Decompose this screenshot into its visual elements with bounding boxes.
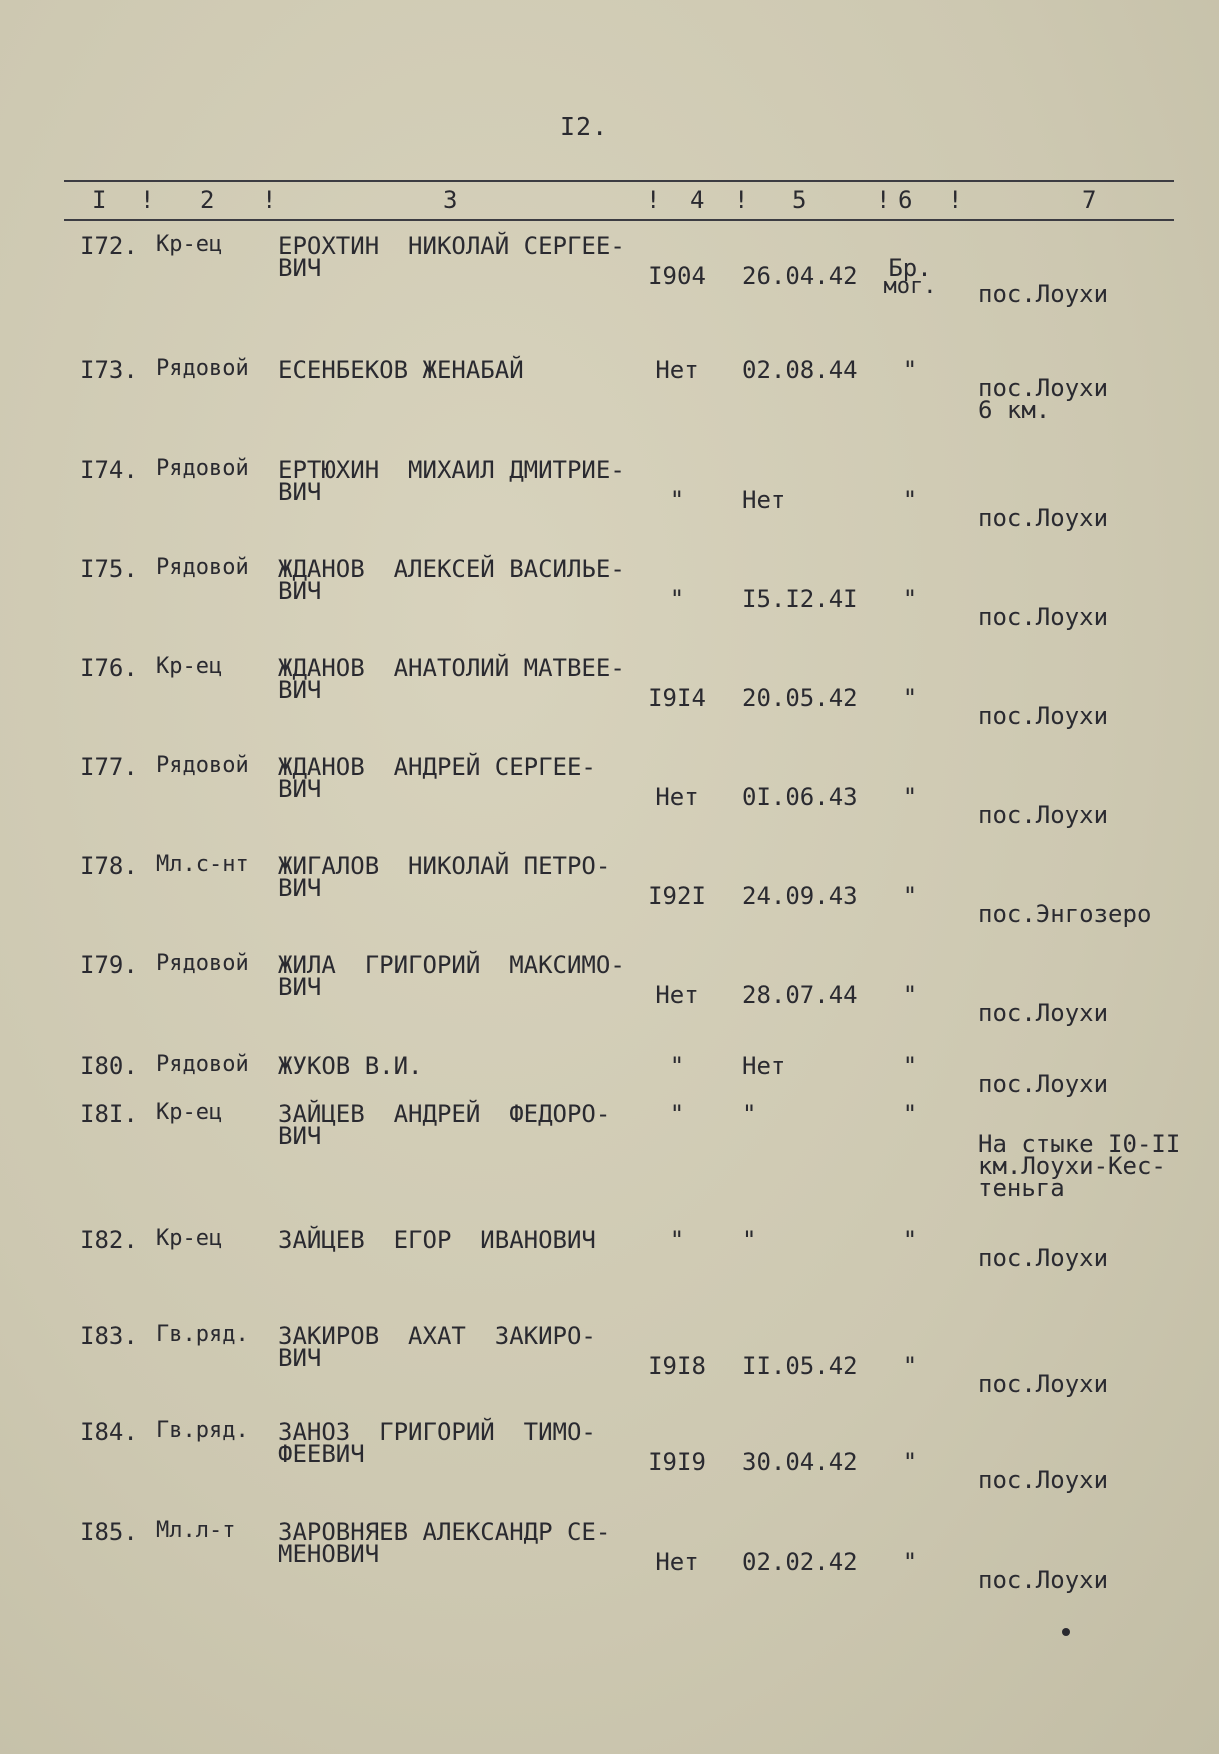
record-name-line1: ЕРТЮХИН МИХАИЛ ДМИТРИЕ- xyxy=(278,456,625,484)
record-name-line1: ЗАЙЦЕВ ЕГОР ИВАНОВИЧ xyxy=(278,1226,596,1254)
record-burial-place-line1: пос.Лоухи xyxy=(978,1244,1109,1272)
record-name-line2: ВИЧ xyxy=(278,1122,322,1150)
record-death-date: 02.02.42 xyxy=(742,1548,858,1576)
table-row xyxy=(0,1418,1219,1528)
record-birth-year: " xyxy=(669,1226,685,1254)
record-burial-type: " xyxy=(902,356,918,384)
record-burial-type: " xyxy=(902,1352,918,1380)
header-top-rule xyxy=(64,180,1174,182)
record-burial-place-line1: пос.Лоухи xyxy=(978,1370,1109,1398)
record-death-date: Нет xyxy=(742,1052,786,1080)
record-birth-year: I92I xyxy=(648,882,706,910)
record-rank: Рядовой xyxy=(156,951,249,976)
record-rank: Мл.л-т xyxy=(156,1518,236,1543)
header-col-2: 2 xyxy=(200,186,215,214)
record-burial-place-line1: пос.Лоухи xyxy=(978,504,1109,532)
record-death-date: 24.09.43 xyxy=(742,882,858,910)
record-rank: Гв.ряд. xyxy=(156,1322,249,1347)
record-number: I78. xyxy=(80,852,138,880)
record-death-date: Нет xyxy=(742,486,786,514)
record-death-date: 30.04.42 xyxy=(742,1448,858,1476)
record-name-line1: ЕСЕНБЕКОВ ЖЕНАБАЙ xyxy=(278,356,524,384)
table-row xyxy=(0,1226,1219,1336)
header-bottom-rule xyxy=(64,219,1174,221)
record-name-line2: ВИЧ xyxy=(278,775,322,803)
record-name-line2: ВИЧ xyxy=(278,676,322,704)
table-row xyxy=(0,232,1219,342)
record-burial-place-line1: пос.Лоухи xyxy=(978,603,1109,631)
record-burial-place-line3: теньга xyxy=(978,1174,1065,1202)
header-col-6: 6 xyxy=(898,186,913,214)
record-burial-place-line1: пос.Лоухи xyxy=(978,1070,1109,1098)
ink-spot xyxy=(1062,1628,1070,1636)
record-rank: Кр-ец xyxy=(156,232,223,257)
record-burial-type: " xyxy=(902,1052,918,1080)
record-birth-year: Нет xyxy=(655,981,699,1009)
record-number: I84. xyxy=(80,1418,138,1446)
record-birth-year: I9I8 xyxy=(648,1352,706,1380)
record-rank: Кр-ец xyxy=(156,1226,223,1251)
record-burial-type: " xyxy=(902,1448,918,1476)
record-rank: Кр-ец xyxy=(156,1100,223,1125)
record-number: I83. xyxy=(80,1322,138,1350)
record-burial-place-line1: пос.Энгозеро xyxy=(978,900,1152,928)
record-burial-type: " xyxy=(902,1226,918,1254)
record-birth-year: I904 xyxy=(648,262,706,290)
table-row xyxy=(0,951,1219,1061)
record-number: I80. xyxy=(80,1052,138,1080)
record-death-date: 26.04.42 xyxy=(742,262,858,290)
record-name-line1: ЖДАНОВ АНАТОЛИЙ МАТВЕЕ- xyxy=(278,654,625,682)
header-col-4: 4 xyxy=(690,186,705,214)
record-name-line1: ЖИГАЛОВ НИКОЛАЙ ПЕТРО- xyxy=(278,852,611,880)
record-birth-year: " xyxy=(669,1100,685,1128)
record-birth-year: I9I9 xyxy=(648,1448,706,1476)
header-separator: ! xyxy=(948,186,963,214)
record-burial-type: Бр. xyxy=(888,254,932,282)
header-col-3: 3 xyxy=(443,186,458,214)
table-row xyxy=(0,1322,1219,1432)
record-death-date: II.05.42 xyxy=(742,1352,858,1380)
record-number: I72. xyxy=(80,232,138,260)
table-row xyxy=(0,852,1219,962)
record-burial-type: " xyxy=(902,981,918,1009)
record-burial-place-line1: пос.Лоухи xyxy=(978,374,1109,402)
record-death-date: 28.07.44 xyxy=(742,981,858,1009)
record-number: I73. xyxy=(80,356,138,384)
record-burial-type: " xyxy=(902,783,918,811)
record-name-line1: ЖУКОВ В.И. xyxy=(278,1052,423,1080)
record-rank: Рядовой xyxy=(156,456,249,481)
record-name-line1: ЗАКИРОВ АХАТ ЗАКИРО- xyxy=(278,1322,596,1350)
record-burial-place-line2: 6 км. xyxy=(978,396,1051,424)
header-separator: ! xyxy=(140,186,155,214)
record-name-line1: ЖДАНОВ АЛЕКСЕЙ ВАСИЛЬЕ- xyxy=(278,555,625,583)
record-rank: Рядовой xyxy=(156,753,249,778)
record-name-line2: ВИЧ xyxy=(278,1344,322,1372)
record-name-line2: МЕНОВИЧ xyxy=(278,1540,380,1568)
record-name-line1: ЗАНОЗ ГРИГОРИЙ ТИМО- xyxy=(278,1418,596,1446)
record-number: I85. xyxy=(80,1518,138,1546)
record-burial-place-line1: пос.Лоухи xyxy=(978,1566,1109,1594)
record-birth-year: Нет xyxy=(655,1548,699,1576)
record-name-line2: ВИЧ xyxy=(278,874,322,902)
record-number: I8I. xyxy=(80,1100,138,1128)
record-burial-place-line2: км.Лоухи-Кес- xyxy=(978,1152,1166,1180)
page-number: I2. xyxy=(560,112,609,141)
record-number: I82. xyxy=(80,1226,138,1254)
record-death-date: 0I.06.43 xyxy=(742,783,858,811)
record-burial-type: " xyxy=(902,1100,918,1128)
record-rank: Рядовой xyxy=(156,356,249,381)
record-name-line2: ФЕЕВИЧ xyxy=(278,1440,365,1468)
record-number: I74. xyxy=(80,456,138,484)
record-birth-year: " xyxy=(669,585,685,613)
header-separator: ! xyxy=(262,186,277,214)
record-number: I77. xyxy=(80,753,138,781)
record-name-line2: ВИЧ xyxy=(278,577,322,605)
header-separator: ! xyxy=(876,186,891,214)
record-burial-place-line1: пос.Лоухи xyxy=(978,1466,1109,1494)
record-birth-year: I9I4 xyxy=(648,684,706,712)
record-burial-place-line1: пос.Лоухи xyxy=(978,280,1109,308)
table-header xyxy=(0,186,1219,216)
record-burial-type-line2: мог. xyxy=(883,274,937,299)
record-rank: Рядовой xyxy=(156,555,249,580)
header-separator: ! xyxy=(646,186,661,214)
record-name-line1: ЖИЛА ГРИГОРИЙ МАКСИМО- xyxy=(278,951,625,979)
record-number: I76. xyxy=(80,654,138,682)
record-death-date: " xyxy=(742,1100,757,1128)
record-rank: Гв.ряд. xyxy=(156,1418,249,1443)
record-name-line2: ВИЧ xyxy=(278,478,322,506)
record-name-line1: ЖДАНОВ АНДРЕЙ СЕРГЕЕ- xyxy=(278,753,596,781)
record-death-date: 02.08.44 xyxy=(742,356,858,384)
record-name-line1: ЗАРОВНЯЕВ АЛЕКСАНДР СЕ- xyxy=(278,1518,611,1546)
record-death-date: " xyxy=(742,1226,757,1254)
record-burial-type: " xyxy=(902,684,918,712)
record-death-date: I5.I2.4I xyxy=(742,585,858,613)
record-rank: Рядовой xyxy=(156,1052,249,1077)
record-burial-place-line1: пос.Лоухи xyxy=(978,999,1109,1027)
record-burial-type: " xyxy=(902,1548,918,1576)
record-rank: Кр-ец xyxy=(156,654,223,679)
record-birth-year: " xyxy=(669,1052,685,1080)
table-row xyxy=(0,555,1219,665)
record-name-line2: ВИЧ xyxy=(278,973,322,1001)
record-birth-year: Нет xyxy=(655,783,699,811)
record-burial-place-line1: пос.Лоухи xyxy=(978,801,1109,829)
table-row xyxy=(0,456,1219,566)
record-burial-type: " xyxy=(902,486,918,514)
table-row xyxy=(0,356,1219,466)
header-col-1: I xyxy=(92,186,107,214)
record-number: I75. xyxy=(80,555,138,583)
header-col-5: 5 xyxy=(792,186,807,214)
table-row xyxy=(0,1100,1219,1210)
table-row xyxy=(0,654,1219,764)
record-name-line1: ЗАЙЦЕВ АНДРЕЙ ФЕДОРО- xyxy=(278,1100,611,1128)
record-rank: Мл.с-нт xyxy=(156,852,249,877)
record-burial-place-line1: На стыке I0-II xyxy=(978,1130,1181,1158)
header-col-7: 7 xyxy=(1082,186,1097,214)
record-death-date: 20.05.42 xyxy=(742,684,858,712)
record-burial-type: " xyxy=(902,585,918,613)
header-separator: ! xyxy=(734,186,749,214)
record-burial-type: " xyxy=(902,882,918,910)
table-row xyxy=(0,1518,1219,1628)
table-row xyxy=(0,753,1219,863)
record-name-line1: ЕРОХТИН НИКОЛАЙ СЕРГЕЕ- xyxy=(278,232,625,260)
record-number: I79. xyxy=(80,951,138,979)
record-birth-year: Нет xyxy=(655,356,699,384)
record-name-line2: ВИЧ xyxy=(278,254,322,282)
record-birth-year: " xyxy=(669,486,685,514)
record-burial-place-line1: пос.Лоухи xyxy=(978,702,1109,730)
